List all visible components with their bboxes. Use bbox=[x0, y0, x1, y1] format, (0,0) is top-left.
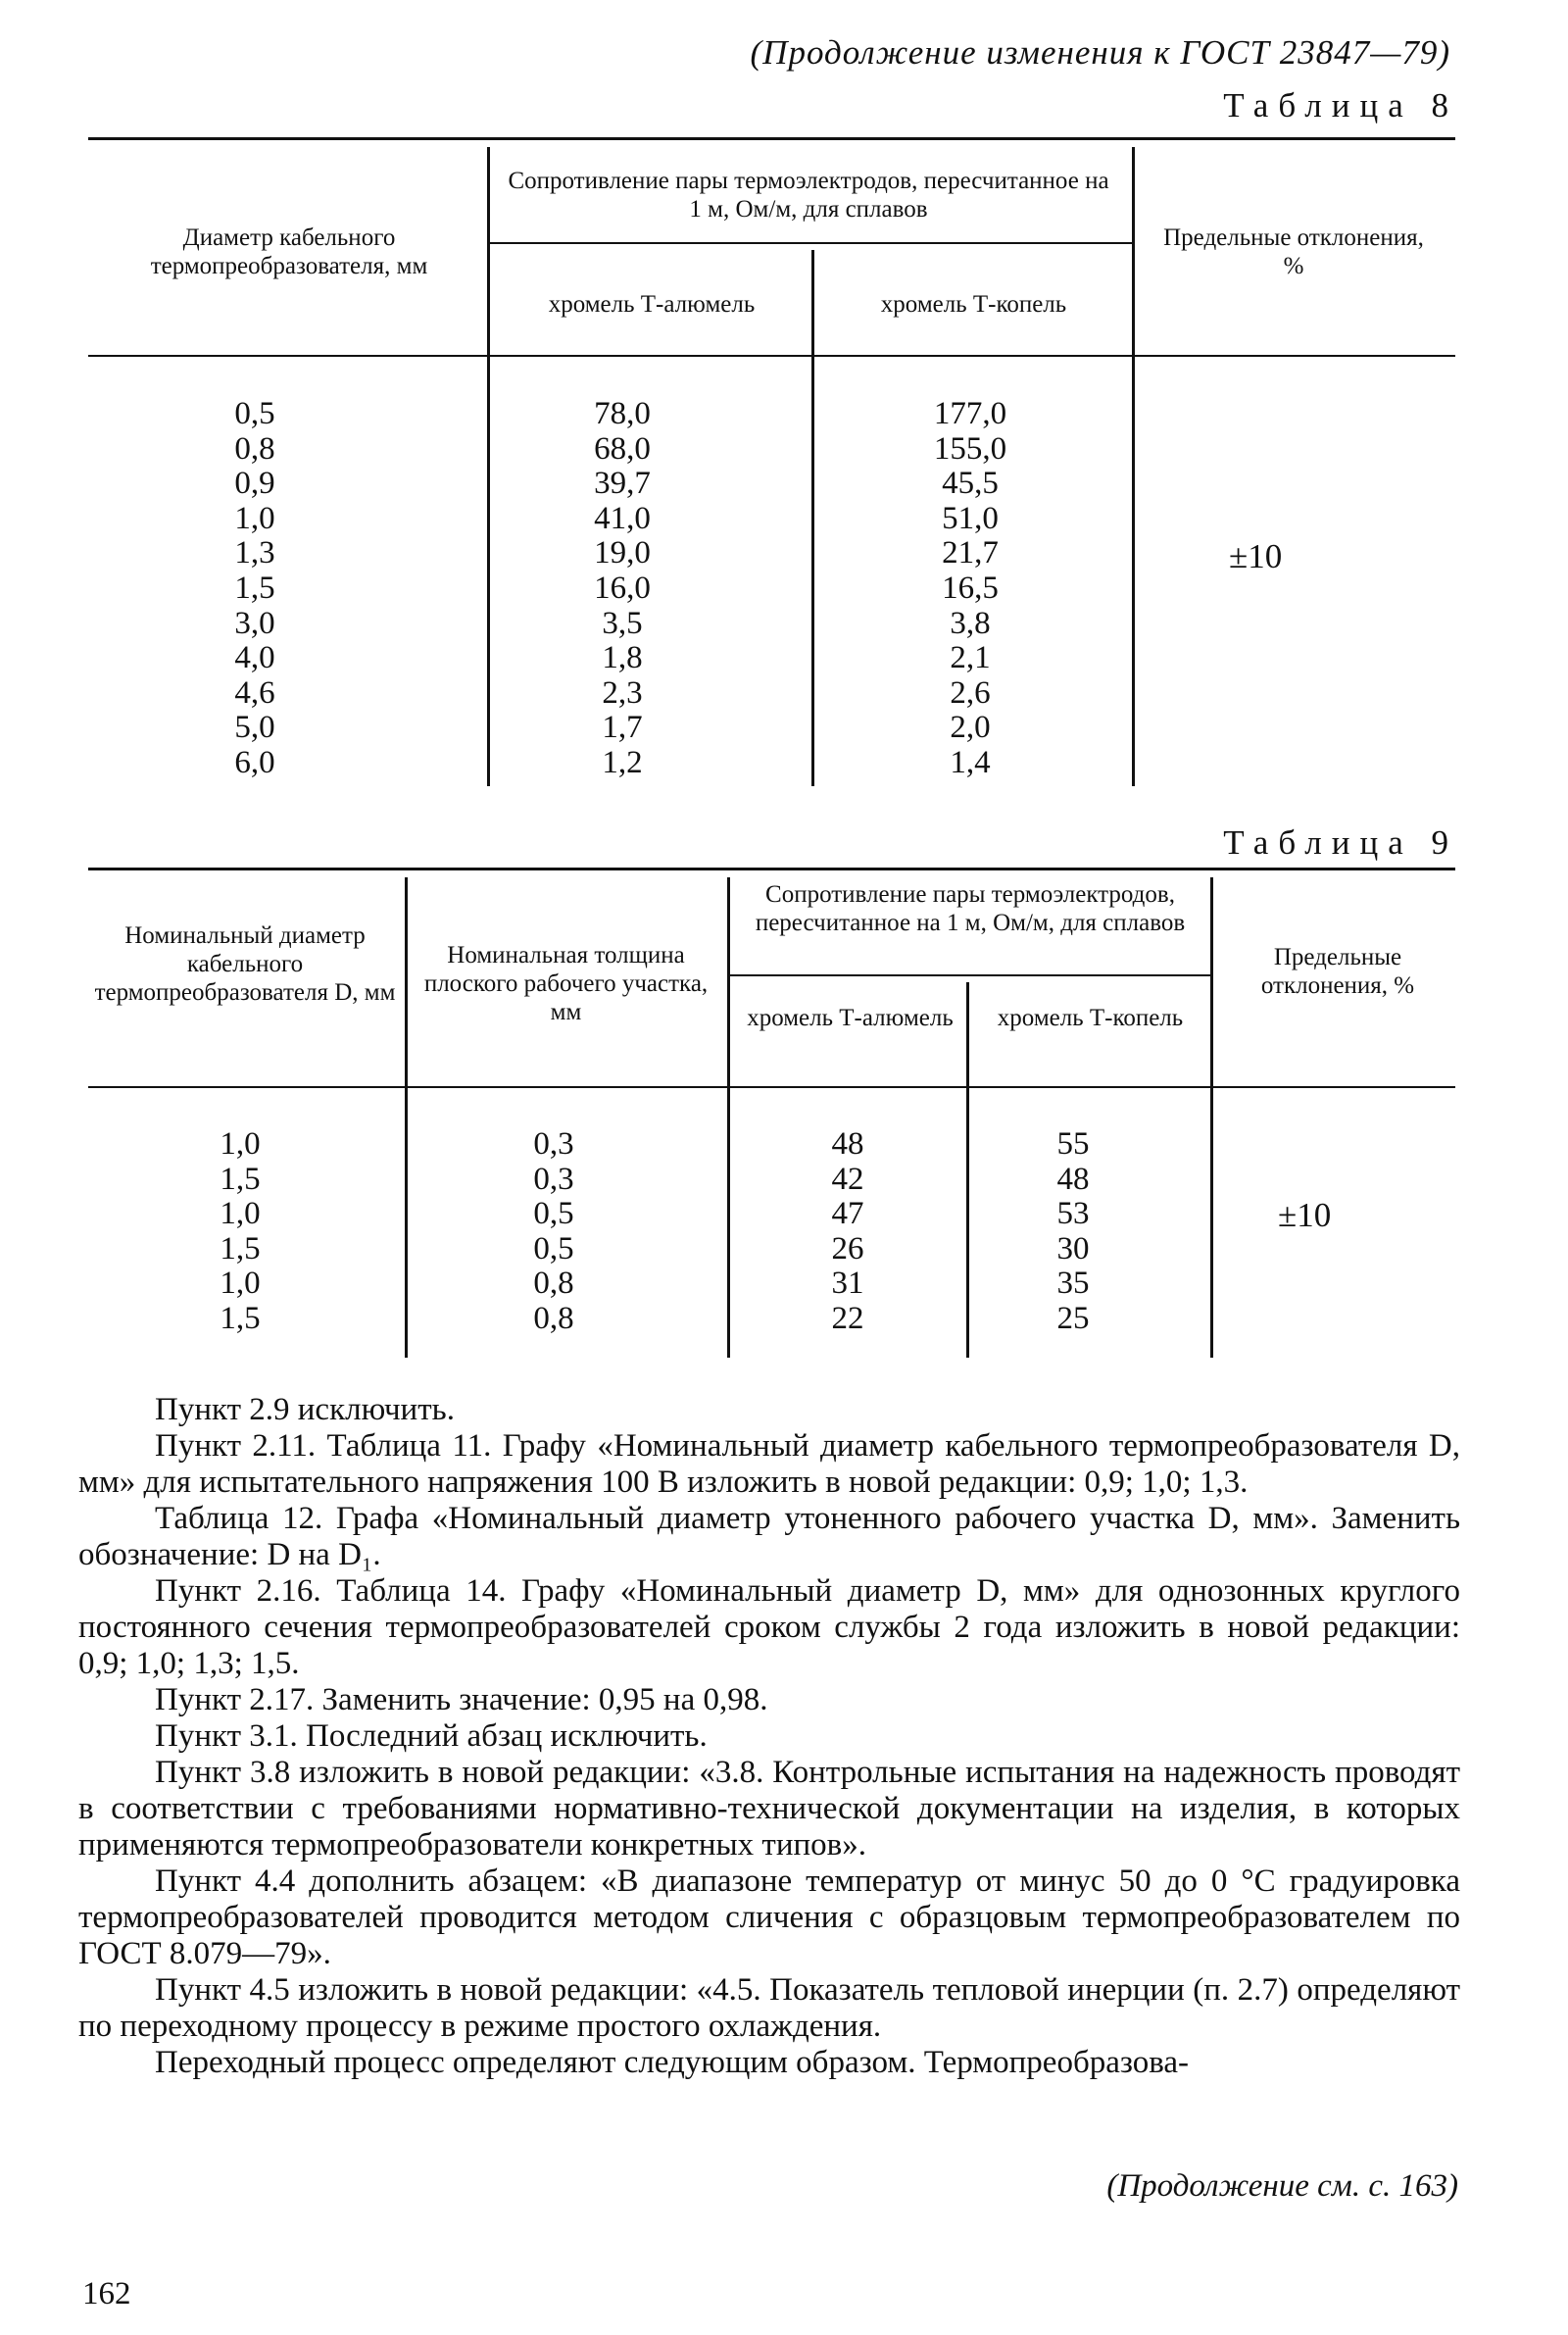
paragraph: Пункт 2.9 исключить. bbox=[155, 1392, 455, 1427]
table8-header-resistance: Сопротивление пары термоэлектродов, пересчитанное на 1 м, Ом/м, для сплавов bbox=[508, 168, 1109, 223]
table9-col-kopel bbox=[1019, 1127, 1127, 1337]
table9-col-diameter bbox=[186, 1127, 294, 1337]
table8-header-rule bbox=[88, 355, 1455, 357]
table8-divider bbox=[1132, 147, 1135, 786]
table-cell: 53 bbox=[1056, 1196, 1090, 1232]
table-cell: 1,5 bbox=[220, 1300, 261, 1336]
table-cell: 1,5 bbox=[220, 1230, 261, 1267]
table-cell: 39,7 bbox=[594, 466, 651, 502]
paragraph: Пункт 2.17. Заменить значение: 0,95 на 0,98. bbox=[155, 1682, 768, 1717]
continuation-note: (Продолжение см. с. 163) bbox=[1106, 2168, 1458, 2204]
table-cell: 16,0 bbox=[594, 570, 651, 606]
table-cell: 177,0 bbox=[933, 396, 1007, 431]
continuation-header: (Продолжение изменения к ГОСТ 23847—79) bbox=[750, 33, 1450, 72]
table-cell: 1,8 bbox=[602, 640, 643, 676]
table-cell: 26 bbox=[831, 1230, 864, 1267]
table-cell: 0,9 bbox=[234, 466, 275, 502]
table-cell: 48 bbox=[831, 1126, 864, 1162]
paragraph: Переходный процесс определяют следующим образом. Термопреобразова- bbox=[155, 2045, 1190, 2080]
table-cell: 68,0 bbox=[594, 430, 651, 467]
table8-col-diameter bbox=[196, 397, 314, 781]
table-cell: 1,0 bbox=[220, 1196, 261, 1232]
table-cell: 0,5 bbox=[234, 396, 275, 431]
table-cell: 0,3 bbox=[533, 1161, 574, 1197]
table-cell: 0,3 bbox=[533, 1126, 574, 1162]
table-cell: 19,0 bbox=[594, 535, 651, 571]
paragraph: Пункт 2.16. Таблица 14. Графу «Номинальный диаметр D, мм» для однозонных круглого постоянного сечения термопреобразователей сроком службы 2 года изложить в новой редакции: 0,9; 1,0; 1,3; 1,5. bbox=[78, 1573, 1460, 1681]
paragraph: Пункт 3.1. Последний абзац исключить. bbox=[155, 1718, 708, 1754]
table-cell: 1,0 bbox=[220, 1126, 261, 1162]
table-cell: 0,8 bbox=[234, 430, 275, 467]
table-cell: 16,5 bbox=[942, 570, 999, 606]
table-cell: 4,0 bbox=[234, 640, 275, 676]
table-cell: 3,8 bbox=[950, 605, 991, 641]
table8-header-tolerance: Предельные отклонения, % bbox=[1163, 224, 1424, 279]
table8-subheader-rule bbox=[490, 242, 1132, 244]
table-cell: 6,0 bbox=[234, 744, 275, 780]
table9-subheader-rule bbox=[730, 974, 1212, 976]
table8-caption: Таблица 8 bbox=[1223, 86, 1458, 124]
table9-divider bbox=[727, 877, 730, 1358]
table9-header-alumel: хромель Т-алюмель bbox=[747, 1005, 954, 1031]
table-cell: 42 bbox=[831, 1161, 864, 1197]
table-cell: 25 bbox=[1056, 1300, 1090, 1336]
table-cell: 155,0 bbox=[933, 430, 1007, 467]
table8-divider bbox=[487, 147, 490, 786]
table-cell: 21,7 bbox=[942, 535, 999, 571]
table-cell: 1,0 bbox=[234, 500, 275, 536]
table9-caption: Таблица 9 bbox=[1223, 823, 1458, 862]
table-cell: 78,0 bbox=[594, 396, 651, 431]
table9-divider bbox=[966, 982, 969, 1358]
table9-col-alumel bbox=[794, 1127, 902, 1337]
table-cell: 1,0 bbox=[220, 1266, 261, 1302]
table-cell: 1,2 bbox=[602, 744, 643, 780]
table-cell: 4,6 bbox=[234, 674, 275, 711]
table-cell: 0,8 bbox=[533, 1266, 574, 1302]
table-cell: 0,5 bbox=[533, 1196, 574, 1232]
table8-header-kopel: хромель Т-копель bbox=[880, 291, 1067, 318]
table-cell: 2,3 bbox=[602, 674, 643, 711]
table8-col-kopel bbox=[897, 397, 1044, 781]
table-cell: 5,0 bbox=[234, 710, 275, 746]
table8-divider bbox=[811, 250, 814, 786]
paragraph: Пункт 4.5 изложить в новой редакции: «4.5. Показатель тепловой инерции (п. 2.7) определяют по переходному процессу в режиме простого охлаждения. bbox=[78, 1972, 1460, 2044]
table9-tolerance-value: ±10 bbox=[1278, 1196, 1332, 1234]
table9-header-thickness: Номинальная толщина плоского рабочего участка, мм bbox=[423, 942, 709, 1025]
table-cell: 1,5 bbox=[234, 570, 275, 606]
table-cell: 30 bbox=[1056, 1230, 1090, 1267]
table-cell: 22 bbox=[831, 1300, 864, 1336]
paragraph: Пункт 2.11. Таблица 11. Графу «Номинальный диаметр кабельного термопреобразователя D, мм» для испытательного напряжения 100 В изложить в новой редакции: 0,9; 1,0; 1,3. bbox=[78, 1428, 1460, 1500]
table8-header-diameter: Диаметр кабельного термопреобразователя, мм bbox=[150, 224, 428, 279]
table-cell: 35 bbox=[1056, 1266, 1090, 1302]
table9-header-rule bbox=[88, 1086, 1455, 1088]
table-cell: 2,1 bbox=[950, 640, 991, 676]
table-cell: 31 bbox=[831, 1266, 864, 1302]
paragraph: Таблица 12. Графа «Номинальный диаметр утоненного рабочего участка D, мм». Заменить обозначение: D на D₁. bbox=[78, 1501, 1460, 1572]
table9-top-rule bbox=[88, 868, 1455, 870]
table9-divider bbox=[405, 877, 408, 1358]
table-cell: 1,4 bbox=[950, 744, 991, 780]
table-cell: 0,5 bbox=[533, 1230, 574, 1267]
paragraph: Пункт 3.8 изложить в новой редакции: «3.8. Контрольные испытания на надежность проводят в соответствии с требованиями нормативно-технической документации на изделия, в которых применяются термопреобразователи конкретных типов». bbox=[78, 1755, 1460, 1863]
paragraph: Пункт 4.4 дополнить абзацем: «В диапазоне температур от минус 50 до 0 °С градуировка термопреобразователей проводится методом сличения с образцовым термопреобразователем по ГОСТ 8.079—79». bbox=[78, 1863, 1460, 1971]
table-cell: 1,7 bbox=[602, 710, 643, 746]
table-cell: 3,5 bbox=[602, 605, 643, 641]
table8-header-alumel: хромель Т-алюмель bbox=[548, 291, 756, 318]
table9-header-tolerance: Предельные отклонения, % bbox=[1260, 944, 1415, 999]
table9-divider bbox=[1210, 877, 1213, 1358]
table-cell: 55 bbox=[1056, 1126, 1090, 1162]
table-cell: 2,0 bbox=[950, 710, 991, 746]
table-cell: 47 bbox=[831, 1196, 864, 1232]
table-cell: 48 bbox=[1056, 1161, 1090, 1197]
table-cell: 45,5 bbox=[942, 466, 999, 502]
table-cell: 51,0 bbox=[942, 500, 999, 536]
table-cell: 2,6 bbox=[950, 674, 991, 711]
table9-header-diameter: Номинальный диаметр кабельного термопреобразователя D, мм bbox=[94, 922, 396, 1006]
table-cell: 1,3 bbox=[234, 535, 275, 571]
table-cell: 1,5 bbox=[220, 1161, 261, 1197]
table-cell: 3,0 bbox=[234, 605, 275, 641]
table9-col-thickness bbox=[500, 1127, 608, 1337]
table9-header-resistance: Сопротивление пары термоэлектродов, пересчитанное на 1 м, Ом/м, для сплавов bbox=[755, 881, 1186, 936]
table-cell: 0,8 bbox=[533, 1300, 574, 1336]
page-number: 162 bbox=[82, 2276, 131, 2311]
table8-tolerance-value: ±10 bbox=[1229, 537, 1283, 575]
table-cell: 41,0 bbox=[594, 500, 651, 536]
table8-col-alumel bbox=[549, 397, 696, 781]
table9-header-kopel: хромель Т-копель bbox=[997, 1005, 1184, 1031]
amendment-text bbox=[78, 1392, 1460, 2081]
table8-top-rule bbox=[88, 137, 1455, 140]
